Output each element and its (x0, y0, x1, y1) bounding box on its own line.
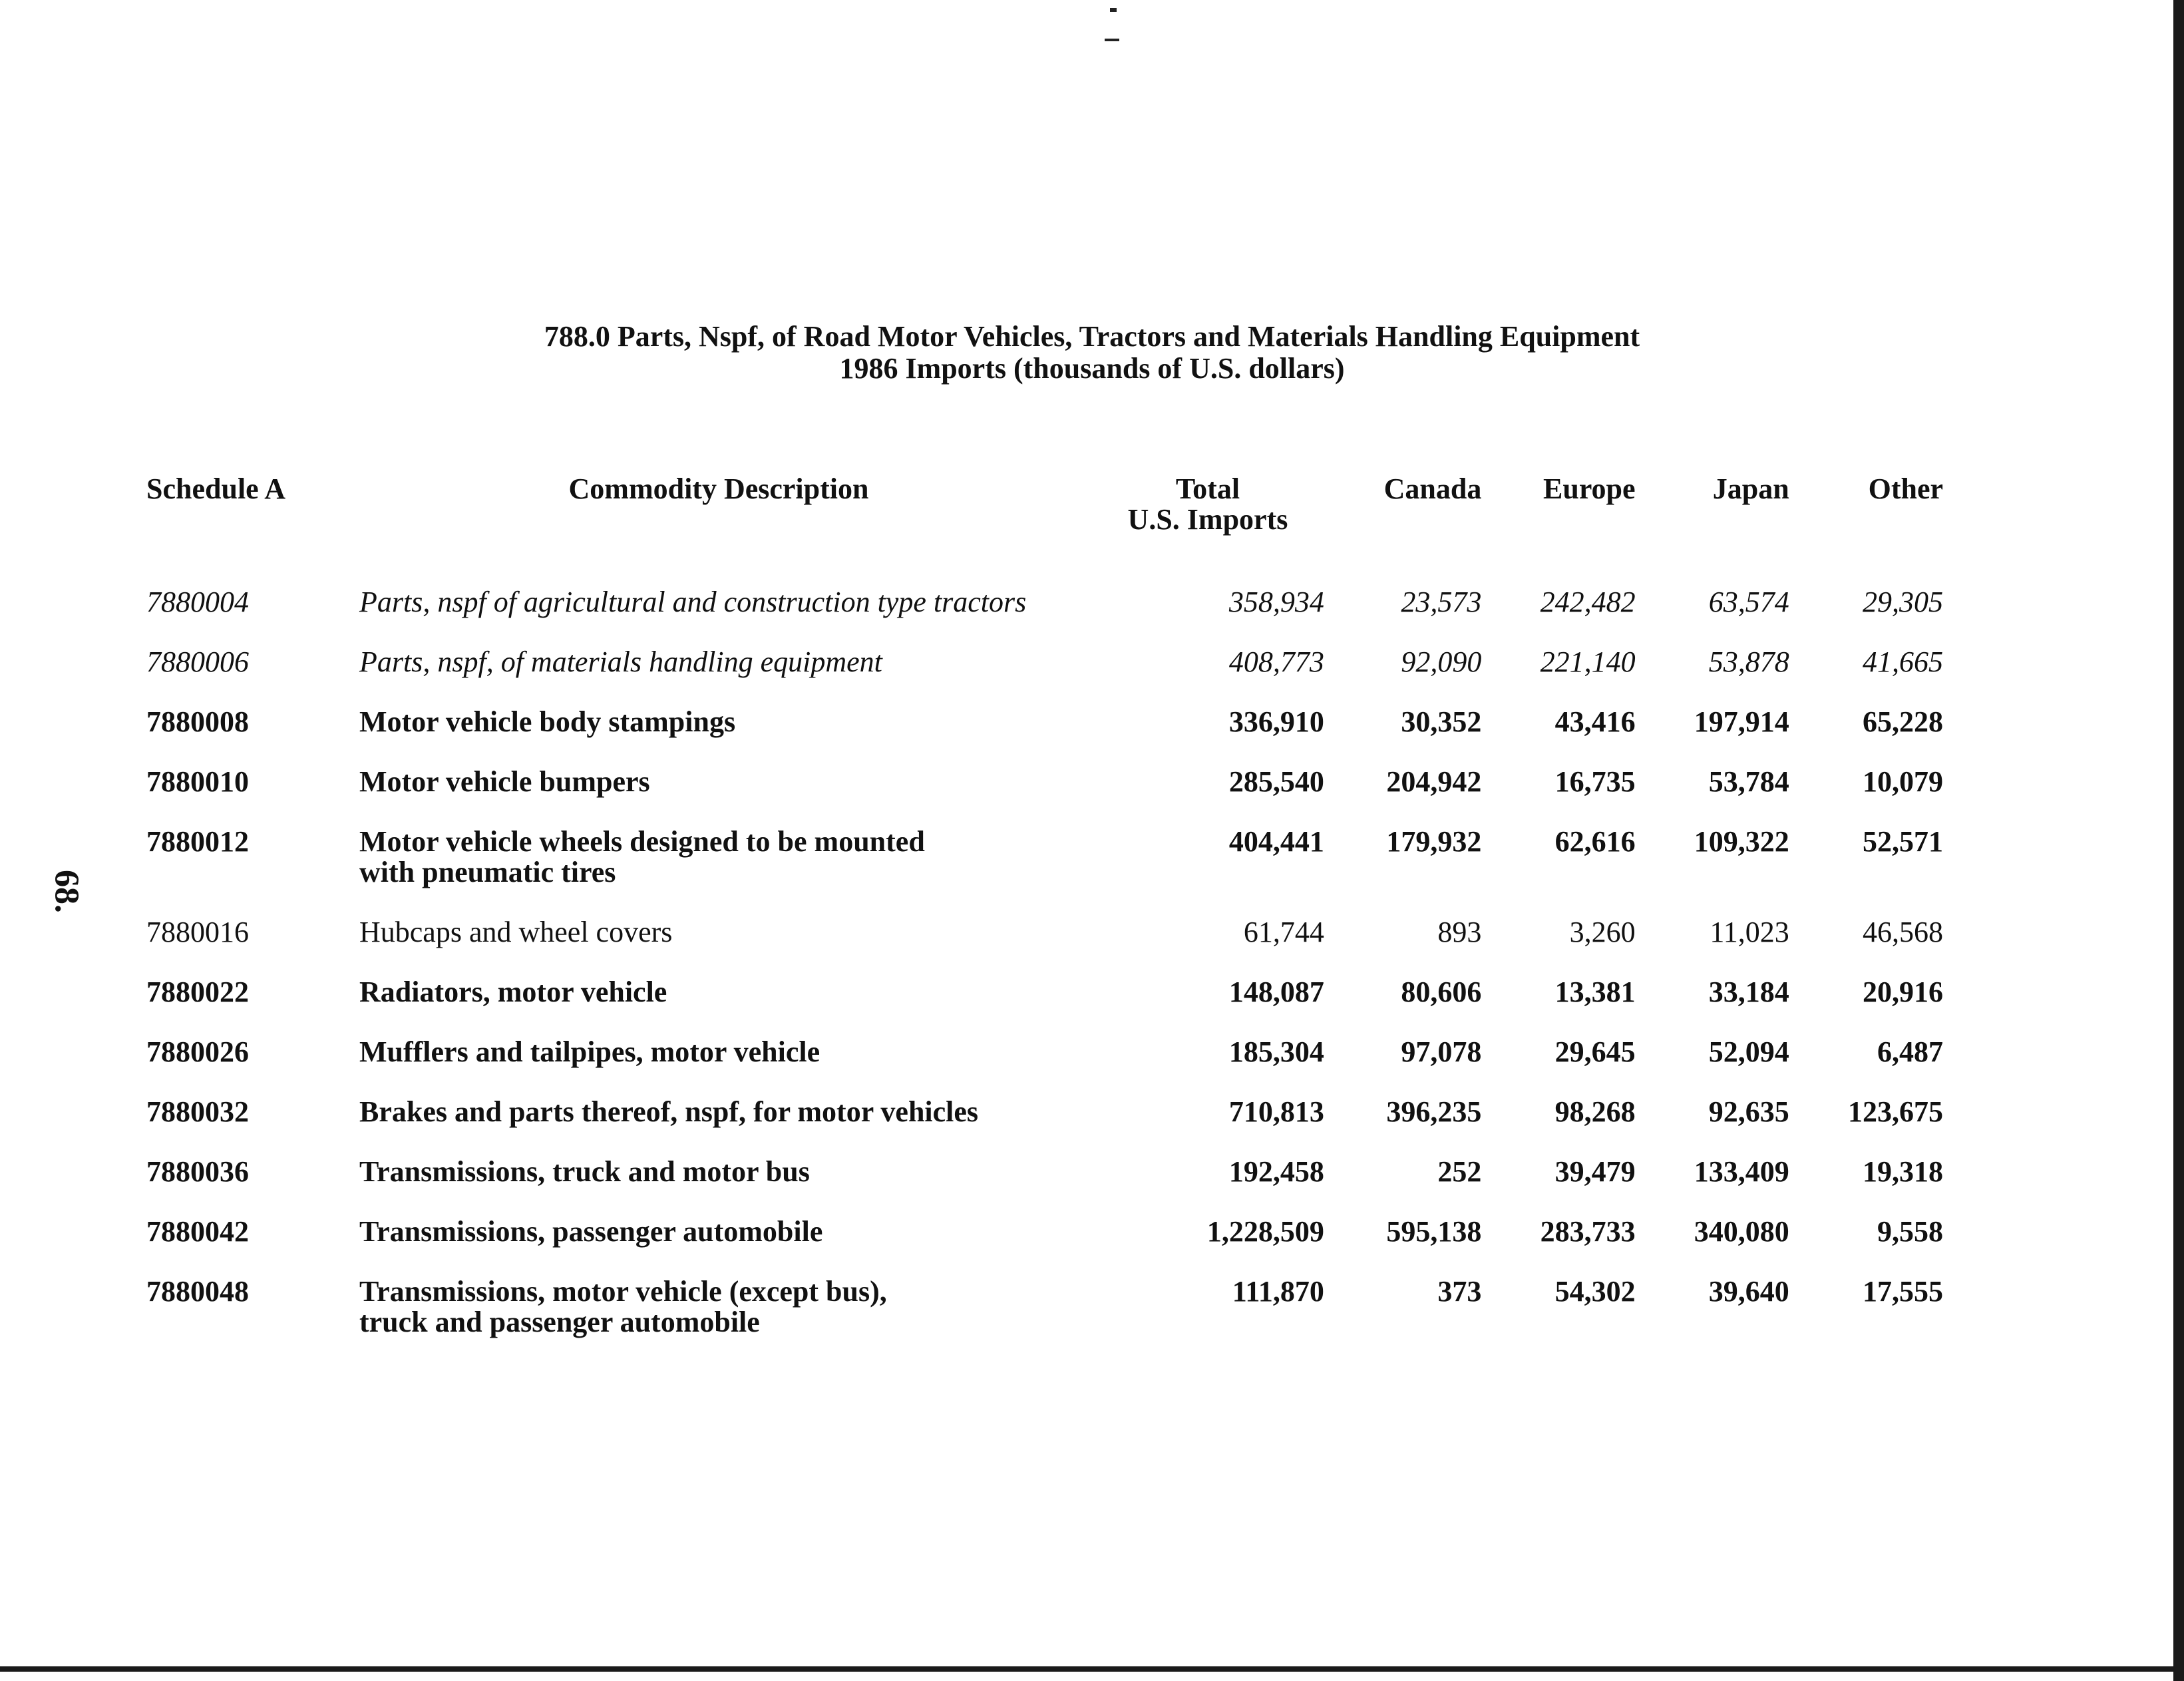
scan-speck (1110, 8, 1117, 12)
page-edge-right (2173, 0, 2184, 1681)
cell-code: 7880042 (146, 1215, 249, 1248)
description-line-1: Transmissions, motor vehicle (except bus), (359, 1275, 887, 1308)
table-row (140, 1202, 1950, 1262)
cell-canada: 893 (1437, 916, 1482, 948)
header-other: Other (1868, 472, 1943, 505)
scan-speck (1105, 39, 1119, 41)
cell-europe: 221,140 (1540, 646, 1636, 678)
cell-canada: 30,352 (1401, 705, 1482, 738)
cell-total: 1,228,509 (1206, 1215, 1324, 1248)
header-schedule-a: Schedule A (146, 472, 286, 505)
description-line-1: Radiators, motor vehicle (359, 976, 667, 1008)
table-row (140, 812, 1950, 902)
cell-other: 20,916 (1863, 976, 1943, 1008)
cell-japan: 92,635 (1708, 1095, 1789, 1128)
cell-japan: 63,574 (1708, 586, 1789, 618)
cell-code: 7880008 (146, 705, 249, 738)
cell-description (353, 1202, 1085, 1262)
cell-description (353, 632, 1085, 692)
cell-total: 111,870 (1232, 1275, 1324, 1308)
cell-description (353, 692, 1085, 752)
cell-description (353, 1082, 1085, 1142)
cell-europe: 16,735 (1554, 765, 1636, 798)
description-line-2: with pneumatic tires (359, 856, 616, 888)
cell-other: 41,665 (1863, 646, 1943, 678)
document-title (0, 321, 2184, 385)
imports-table (140, 466, 1950, 1352)
cell-japan: 53,878 (1708, 646, 1789, 678)
cell-total: 285,540 (1228, 765, 1324, 798)
cell-canada: 23,573 (1401, 586, 1482, 618)
table-header-row (140, 466, 1950, 572)
table-row (140, 632, 1950, 692)
cell-other: 17,555 (1863, 1275, 1943, 1308)
cell-other: 19,318 (1863, 1155, 1943, 1188)
cell-europe: 3,260 (1569, 916, 1636, 948)
table-row (140, 902, 1950, 962)
cell-code: 7880012 (146, 825, 249, 858)
table-row (140, 572, 1950, 632)
cell-total: 192,458 (1228, 1155, 1324, 1188)
cell-total: 358,934 (1228, 586, 1324, 618)
cell-europe: 283,733 (1540, 1215, 1636, 1248)
cell-europe: 39,479 (1554, 1155, 1636, 1188)
cell-total: 185,304 (1228, 1035, 1324, 1068)
header-europe: Europe (1543, 472, 1636, 505)
description-line-1: Brakes and parts thereof, nspf, for motor vehicles (359, 1095, 979, 1128)
cell-canada: 92,090 (1401, 646, 1482, 678)
table-row (140, 692, 1950, 752)
cell-total: 710,813 (1228, 1095, 1324, 1128)
cell-japan: 109,322 (1694, 825, 1789, 858)
cell-japan: 52,094 (1708, 1035, 1789, 1068)
table-row (140, 1262, 1950, 1352)
description-line-1: Hubcaps and wheel covers (359, 916, 673, 948)
description-line-2: truck and passenger automobile (359, 1306, 760, 1338)
cell-code: 7880036 (146, 1155, 249, 1188)
cell-code: 7880004 (146, 586, 249, 618)
cell-code: 7880006 (146, 646, 249, 678)
cell-total: 148,087 (1228, 976, 1324, 1008)
table-row (140, 1022, 1950, 1082)
cell-other: 65,228 (1863, 705, 1943, 738)
header-commodity-description: Commodity Description (568, 472, 869, 505)
cell-description (353, 572, 1085, 632)
cell-description (353, 1262, 1085, 1352)
cell-canada: 252 (1437, 1155, 1482, 1188)
cell-japan: 340,080 (1694, 1215, 1789, 1248)
cell-other: 123,675 (1848, 1095, 1943, 1128)
cell-canada: 80,606 (1401, 976, 1482, 1008)
cell-total: 408,773 (1228, 646, 1324, 678)
cell-other: 29,305 (1863, 586, 1943, 618)
cell-europe: 29,645 (1554, 1035, 1636, 1068)
cell-total: 404,441 (1228, 825, 1324, 858)
cell-japan: 53,784 (1708, 765, 1789, 798)
cell-japan: 197,914 (1694, 705, 1789, 738)
cell-other: 10,079 (1863, 765, 1943, 798)
cell-code: 7880032 (146, 1095, 249, 1128)
cell-code: 7880026 (146, 1035, 249, 1068)
cell-code: 7880016 (146, 916, 249, 948)
table-row (140, 1142, 1950, 1202)
table-row (140, 1082, 1950, 1142)
title-line-2: 1986 Imports (thousands of U.S. dollars) (839, 352, 1345, 385)
cell-other: 9,558 (1877, 1215, 1943, 1248)
description-line-1: Transmissions, truck and motor bus (359, 1155, 810, 1188)
description-line-1: Parts, nspf of agricultural and construction type tractors (359, 586, 1027, 618)
cell-canada: 179,932 (1386, 825, 1482, 858)
cell-description (353, 812, 1085, 902)
cell-canada: 204,942 (1386, 765, 1482, 798)
cell-europe: 98,268 (1554, 1095, 1636, 1128)
title-line-1: 788.0 Parts, Nspf, of Road Motor Vehicles, Tractors and Materials Handling Equipment (544, 320, 1640, 353)
cell-canada: 97,078 (1401, 1035, 1482, 1068)
description-line-1: Transmissions, passenger automobile (359, 1215, 823, 1248)
cell-description (353, 1142, 1085, 1202)
table-row (140, 962, 1950, 1022)
cell-total: 336,910 (1228, 705, 1324, 738)
cell-canada: 396,235 (1386, 1095, 1482, 1128)
header-canada: Canada (1383, 472, 1482, 505)
cell-description (353, 962, 1085, 1022)
cell-other: 6,487 (1877, 1035, 1943, 1068)
description-line-1: Motor vehicle body stampings (359, 705, 736, 738)
description-line-1: Parts, nspf, of materials handling equipment (359, 646, 882, 678)
cell-japan: 39,640 (1708, 1275, 1789, 1308)
cell-code: 7880010 (146, 765, 249, 798)
table-row (140, 752, 1950, 812)
cell-canada: 595,138 (1386, 1215, 1482, 1248)
header-japan: Japan (1712, 472, 1789, 505)
page-number: 68. (47, 870, 86, 913)
page-edge-bottom (0, 1666, 2184, 1672)
cell-japan: 33,184 (1708, 976, 1789, 1008)
cell-japan: 133,409 (1694, 1155, 1789, 1188)
description-line-1: Motor vehicle wheels designed to be mounted (359, 825, 925, 858)
cell-other: 52,571 (1863, 825, 1943, 858)
cell-europe: 62,616 (1554, 825, 1636, 858)
cell-europe: 13,381 (1554, 976, 1636, 1008)
header-total-us-imports (1085, 466, 1331, 572)
cell-europe: 54,302 (1554, 1275, 1636, 1308)
cell-code: 7880022 (146, 976, 249, 1008)
cell-other: 46,568 (1863, 916, 1943, 948)
cell-description (353, 902, 1085, 962)
header-total-line-1: Total (1175, 472, 1240, 505)
cell-total: 61,744 (1243, 916, 1324, 948)
cell-japan: 11,023 (1710, 916, 1789, 948)
cell-europe: 43,416 (1554, 705, 1636, 738)
cell-description (353, 752, 1085, 812)
cell-description (353, 1022, 1085, 1082)
cell-canada: 373 (1437, 1275, 1482, 1308)
description-line-1: Motor vehicle bumpers (359, 765, 650, 798)
description-line-1: Mufflers and tailpipes, motor vehicle (359, 1035, 820, 1068)
cell-code: 7880048 (146, 1275, 249, 1308)
cell-europe: 242,482 (1540, 586, 1636, 618)
header-total-line-2: U.S. Imports (1127, 503, 1288, 536)
